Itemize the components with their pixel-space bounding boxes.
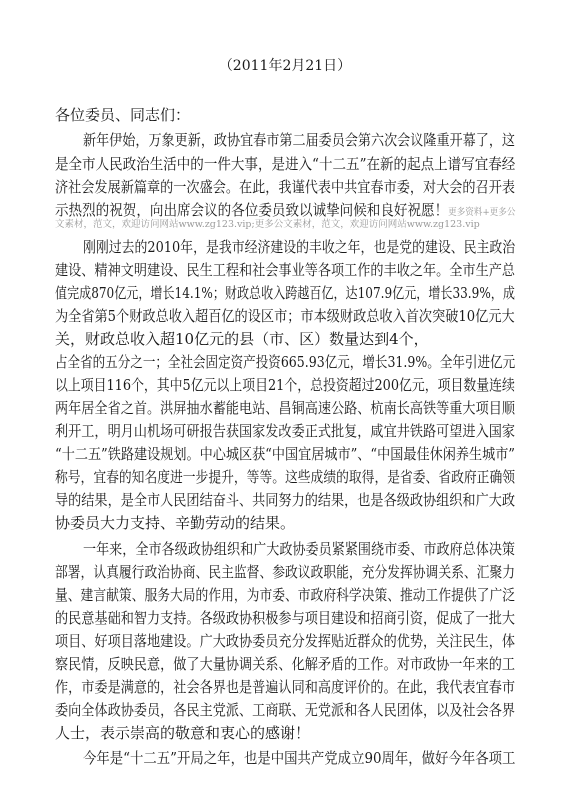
text-line: 部署，认真履行政治协商、民主监督、参政议政职能，充分发挥协调关系、汇聚力 — [55, 563, 516, 581]
text-line: 新年伊始，万象更新，政协宜春市第二届委员会第六次会议隆重开幕了，这 — [83, 131, 516, 149]
text-line: 的民意基础和智力支持。各级政协积极参与项目建设和招商引资，促成了一批大 — [55, 609, 516, 627]
text-line: 占全省的五分之一；全社会固定资产投资665.93亿元，增长31.9%。全年引进亿元 — [55, 353, 516, 371]
watermark-inline: 更多资料+更多公 — [448, 207, 516, 218]
text-line: 委向全体政协委员，各民主党派、工商联、无党派和各人民团体，以及社会各界 — [55, 701, 516, 719]
text-line: 值完成870亿元，增长14.1%；财政总收入跨越百亿，达107.9亿元，增长33.9%，成 — [55, 284, 515, 302]
text-line: 项目、好项目落地建设。广大政协委员充分发挥贴近群众的优势，关注民生，体 — [55, 632, 516, 650]
text-line: 一年来，全市各级政协组织和广大政协委员紧紧围绕市委、市政府总体决策 — [83, 540, 516, 558]
text-line: 是全市人民政治生活中的一件大事，是进入“十二五”在新的起点上谱写宜春经 — [55, 155, 516, 173]
text-line: 为全省第5个财政总收入超百亿的设区市；市本级财政总收入首次突破10亿元大 — [55, 307, 515, 325]
text-line: 利开工，明月山机场可研报告获国家发改委正式批复，咸宜井铁路可望进入国家 — [55, 422, 516, 440]
text-line: 量、建言献策、服务大局的作用，为市委、市政府科学决策、推动工作提供了广泛 — [55, 586, 516, 604]
salutation: 各位委员、同志们： — [55, 106, 191, 124]
date-line: （2011年2月21日） — [218, 58, 352, 74]
text-line: “十二五”铁路建设规划。中心城区获“中国宜居城市”、“中国最佳休闲养生城市” — [55, 445, 516, 463]
text-line: 称号，宜春的知名度进一步提升，等等。这些成绩的取得，是省委、省政府正确领 — [55, 468, 516, 486]
text-line: 作，市委是满意的，社会各界也是普遍认同和高度评价的。在此，我代表宜春市 — [55, 678, 516, 696]
watermark-line: 文素材，范文，欢迎访问网站www.zg123.vip;更多公文素材，范文，欢迎访问网站www.zg123.vip — [55, 219, 480, 230]
text-line: 今年是“十二五”开局之年，也是中国共产党成立90周年，做好今年各项工 — [83, 749, 516, 767]
text-line: 人士，表示崇高的敬意和衷心的感谢！ — [55, 724, 311, 742]
text-line: 关，财政总收入超10亿元的县（市、区）数量达到4个， — [55, 330, 429, 348]
text-line: 以上项目116个，其中5亿元以上项目21个，总投资超过200亿元，项目数量连续 — [55, 376, 515, 394]
text-line: 建设、精神文明建设、民生工程和社会事业等各项工作的丰收之年。全市生产总 — [55, 261, 516, 279]
text-line: 刚刚过去的2010年，是我市经济建设的丰收之年，也是党的建设、民主政治 — [83, 238, 516, 256]
text-line: 察民情，反映民意，做了大量协调关系、化解矛盾的工作。对市政协一年来的工 — [55, 655, 516, 673]
text-line: 协委员大力支持、辛勤劳动的结果。 — [55, 514, 296, 532]
text-line: 济社会发展新篇章的一次盛会。在此，我谨代表中共宜春市委，对大会的召开表 — [55, 178, 516, 196]
text-line: 两年居全省之首。洪屏抽水蓄能电站、昌铜高速公路、杭南长高铁等重大项目顺 — [55, 399, 516, 417]
text-span: 示热烈的祝贺，向出席会议的各位委员致以诚挚问候和良好祝愿！ — [55, 201, 449, 219]
text-line: 导的结果，是全市人民团结奋斗、共同努力的结果，也是各级政协组织和广大政 — [55, 491, 516, 509]
